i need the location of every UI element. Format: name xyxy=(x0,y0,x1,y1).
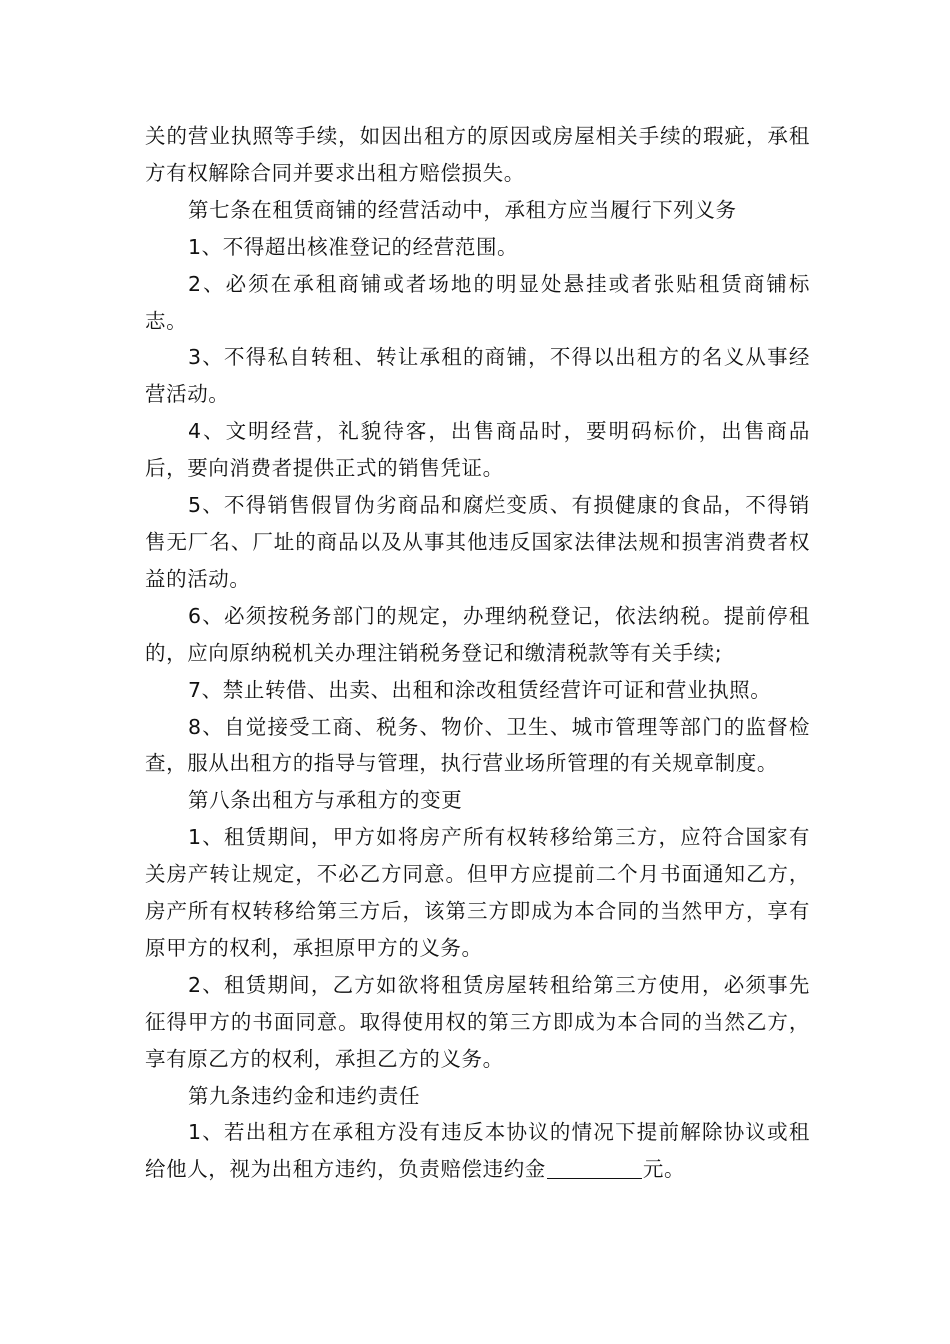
penalty-amount-blank xyxy=(547,1156,642,1179)
article-8-item-1: 1、租赁期间，甲方如将房产所有权转移给第三方，应符合国家有关房产转让规定，不必乙方同意。但甲方应提前二个月书面通知乙方，房产所有权转移给第三方后，该第三方即成为本合同的当然甲方，享有原甲方的权利，承担原甲方的义务。 xyxy=(145,825,810,960)
article-7-item-5: 5、不得销售假冒伪劣商品和腐烂变质、有损健康的食品，不得销售无厂名、厂址的商品以及从事其他违反国家法律法规和损害消费者权益的活动。 xyxy=(145,493,810,591)
article-7-item-7: 7、禁止转借、出卖、出租和涂改租赁经营许可证和营业执照。 xyxy=(188,677,772,702)
article-7-heading: 第七条在租赁商铺的经营活动中，承租方应当履行下列义务 xyxy=(188,197,737,222)
article-9-item-1-text: 1、若出租方在承租方没有违反本协议的情况下提前解除协议或租给他人，视为出租方违约，负责赔偿违约金 xyxy=(145,1120,810,1182)
article-7-item-8: 8、自觉接受工商、税务、物价、卫生、城市管理等部门的监督检查，服从出租方的指导与管理，执行营业场所管理的有关规章制度。 xyxy=(145,714,810,776)
article-9-item-1 xyxy=(145,1114,810,1188)
paragraph-continuation: 关的营业执照等手续，如因出租方的原因或房屋相关手续的瑕疵，承租方有权解除合同并要求出租方赔偿损失。 xyxy=(145,124,810,185)
article-8-heading: 第八条出租方与承租方的变更 xyxy=(188,788,463,813)
article-8-item-2: 2、租赁期间，乙方如欲将租赁房屋转租给第三方使用，必须事先征得甲方的书面同意。取得使用权的第三方即成为本合同的当然乙方，享有原乙方的权利，承担乙方的义务。 xyxy=(145,972,810,1071)
article-7-item-2: 2、必须在承租商铺或者场地的明显处悬挂或者张贴租赁商铺标志。 xyxy=(145,271,810,333)
contract-body xyxy=(145,118,810,1188)
article-7-item-4: 4、文明经营，礼貌待客，出售商品时，要明码标价，出售商品后，要向消费者提供正式的销售凭证。 xyxy=(145,419,810,481)
article-7-item-6: 6、必须按税务部门的规定，办理纳税登记，依法纳税。提前停租的，应向原纳税机关办理注销税务登记和缴清税款等有关手续; xyxy=(145,603,810,665)
article-9-item-1-unit: 元。 xyxy=(642,1157,686,1182)
article-9-heading: 第九条违约金和违约责任 xyxy=(188,1083,421,1108)
article-7-item-3: 3、不得私自转租、转让承租的商铺，不得以出租方的名义从事经营活动。 xyxy=(145,345,810,407)
article-7-item-1: 1、不得超出核准登记的经营范围。 xyxy=(188,234,519,259)
